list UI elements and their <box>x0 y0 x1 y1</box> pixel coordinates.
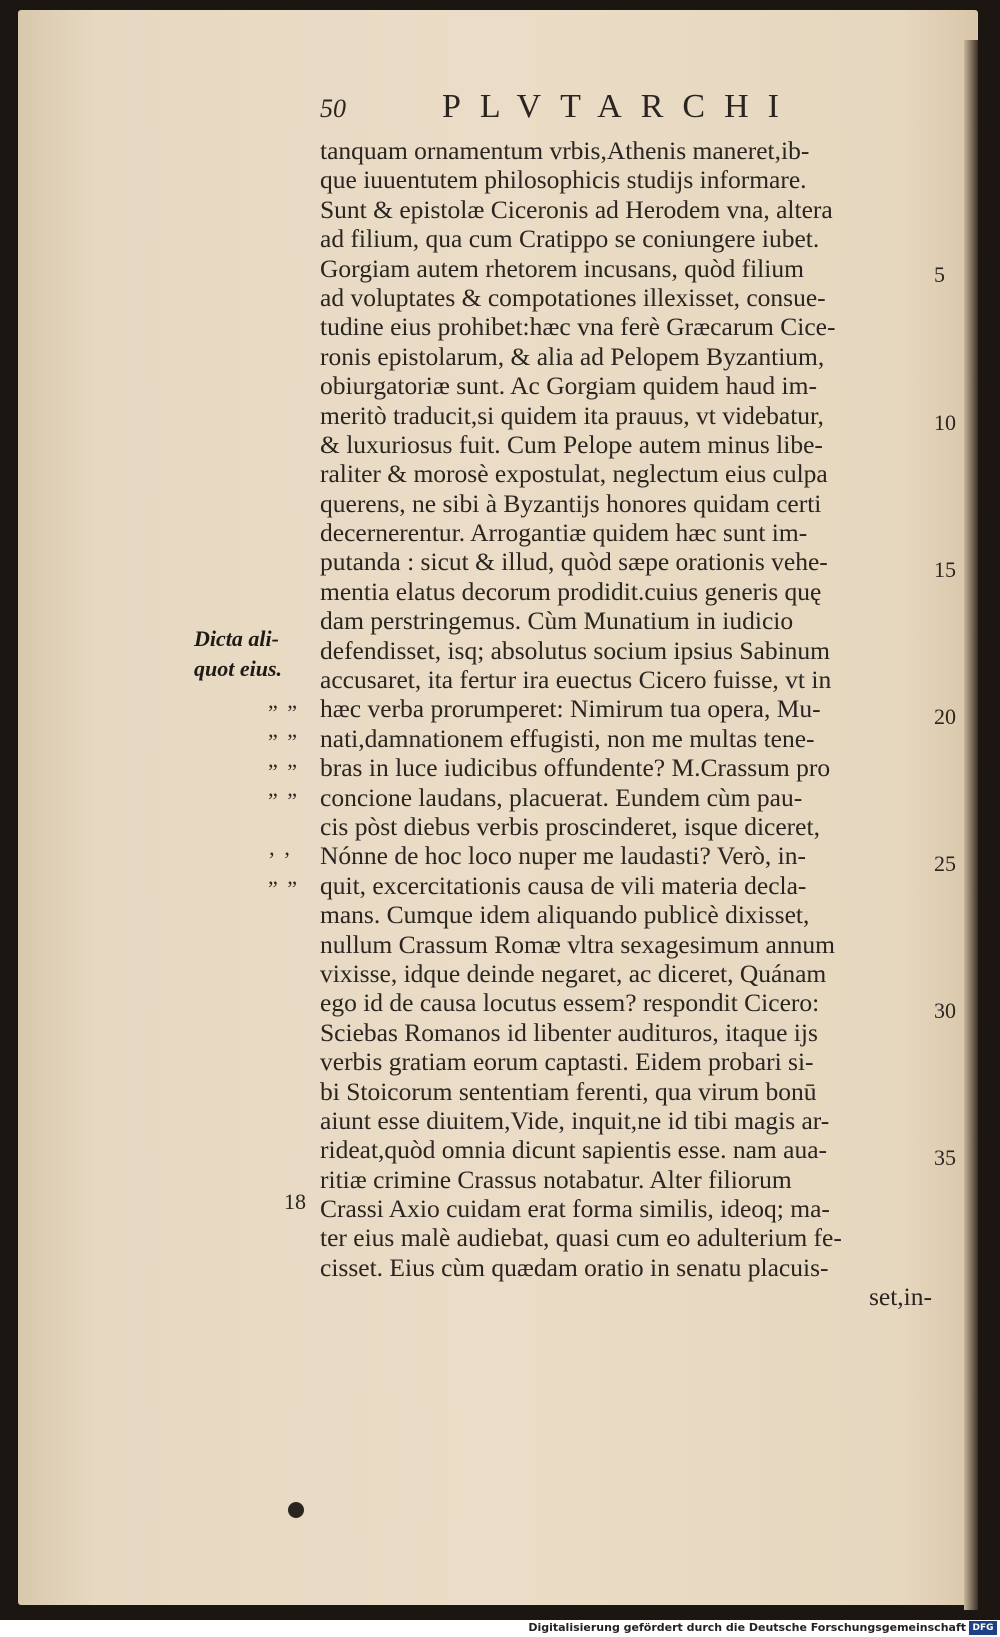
text-line: quit, excercitationis causa de vili materia decla- <box>320 870 807 900</box>
text-line: defendisset, isq; absolutus socium ipsius Sabinum <box>320 635 830 665</box>
text-line: aiunt esse diuitem,Vide, inquit,ne id tibi magis ar- <box>320 1105 830 1135</box>
text-line: raliter & morosè expostulat, neglectum eius culpa <box>320 459 828 489</box>
text-line: bi Stoicorum sententiam ferenti, qua virum bonū <box>320 1076 817 1106</box>
line-number: 25 <box>934 851 956 876</box>
text-line: vixisse, idque deinde negaret, ac diceret, Quánam <box>320 958 827 988</box>
footer <box>0 1620 1000 1637</box>
signature-number: 18 <box>284 1189 306 1214</box>
text-line: verbis gratiam eorum captasti. Eidem probari si- <box>320 1047 814 1077</box>
text-line: tanquam ornamentum vrbis,Athenis maneret,ib- <box>320 136 810 165</box>
line-number: 10 <box>934 410 956 435</box>
quote-mark: ” ” <box>268 876 300 901</box>
text-line: meritò traducit,si quidem ita prauus, vt videbatur, <box>320 400 824 430</box>
text-line: concione laudans, placuerat. Eundem cùm pau- <box>320 782 803 812</box>
dfg-logo: DFG <box>969 1621 997 1635</box>
text-line: mentia elatus decorum prodidit.cuius generis quę <box>320 576 822 606</box>
quote-mark: ” ” <box>268 729 300 754</box>
text-line: Gorgiam autem rhetorem incusans, quòd filium <box>320 253 804 283</box>
text-line: mans. Cumque idem aliquando publicè dixisset, <box>320 900 810 930</box>
line-number: 20 <box>934 704 956 729</box>
body-text <box>320 136 932 1312</box>
catchword: set,in- <box>868 1282 932 1312</box>
margin-note: Dicta ali-quot eius. <box>194 626 283 681</box>
text-line: ad voluptates & compotationes illexisset, consue- <box>320 282 826 312</box>
text-line: ritiæ crimine Crassus notabatur. Alter filiorum <box>320 1164 792 1194</box>
text-line: putanda : sicut & illud, quòd sæpe orationis vehe- <box>320 547 828 577</box>
text-line: dam perstringemus. Cùm Munatium in iudicio <box>320 606 794 636</box>
text-line: Crassi Axio cuidam erat forma similis, ideoq; ma- <box>320 1194 830 1224</box>
text-line: Sunt & epistolæ Ciceronis ad Herodem vna, altera <box>320 194 833 224</box>
footer-text: Digitalisierung gefördert durch die Deutsche Forschungsgemeinschaft <box>528 1621 966 1634</box>
text-line: ter eius malè audiebat, quasi cum eo adulterium fe- <box>320 1223 842 1253</box>
quote-mark: ” ” <box>268 788 300 813</box>
quote-mark: ” ” <box>268 700 300 725</box>
quote-mark: ” ” <box>268 759 300 784</box>
text-line: nullum Crassum Romæ vltra sexagesimum annum <box>320 929 835 959</box>
quote-mark: ’ ’ <box>268 847 293 872</box>
text-line: obiurgatoriæ sunt. Ac Gorgiam quidem haud im- <box>320 371 817 401</box>
text-line: hæc verba prorumperet: Nimirum tua opera, Mu- <box>320 694 821 724</box>
text-line: Nónne de hoc loco nuper me laudasti? Verò, in- <box>320 841 807 871</box>
text-line: ronis epistolarum, & alia ad Pelopem Byzantium, <box>320 341 825 371</box>
text-line: nati,damnationem effugisti, non me multas tene- <box>320 723 815 753</box>
page-number: 50 <box>320 94 346 123</box>
text-line: ego id de causa locutus essem? respondit Cicero: <box>320 988 820 1018</box>
text-line: bras in luce iudicibus offundente? M.Crassum pro <box>320 753 831 783</box>
line-number: 30 <box>934 998 956 1023</box>
line-number: 15 <box>934 557 956 582</box>
text-line: accusaret, ita fertur ira euectus Cicero fuisse, vt in <box>320 665 832 695</box>
text-line: decernerentur. Arrogantiæ quidem hæc sunt im- <box>320 518 808 548</box>
page-header <box>320 88 800 128</box>
text-line: querens, ne sibi à Byzantijs honores quidam certi <box>320 488 822 518</box>
running-title: PLVTARCHI <box>442 88 798 125</box>
text-line: rideat,quòd omnia dicunt sapientis esse. nam aua- <box>320 1135 828 1165</box>
line-number: 35 <box>934 1145 956 1170</box>
text-line: Sciebas Romanos id libenter audituros, itaque ijs <box>320 1017 818 1047</box>
text-line: ad filium, qua cum Cratippo se coniungere iubet. <box>320 224 820 254</box>
text-line: que iuuentutem philosophicis studijs informare. <box>320 165 807 195</box>
text-line: & luxuriosus fuit. Cum Pelope autem minus libe- <box>320 429 823 459</box>
line-number: 5 <box>934 262 945 287</box>
ink-blot <box>288 1502 304 1518</box>
page-edge <box>964 40 978 1610</box>
text-line: tudine eius prohibet:hæc vna ferè Græcarum Cice- <box>320 312 836 342</box>
text-line: cisset. Eius cùm quædam oratio in senatu placuis- <box>320 1252 829 1282</box>
text-line: cis pòst diebus verbis proscinderet, isque diceret, <box>320 811 820 841</box>
